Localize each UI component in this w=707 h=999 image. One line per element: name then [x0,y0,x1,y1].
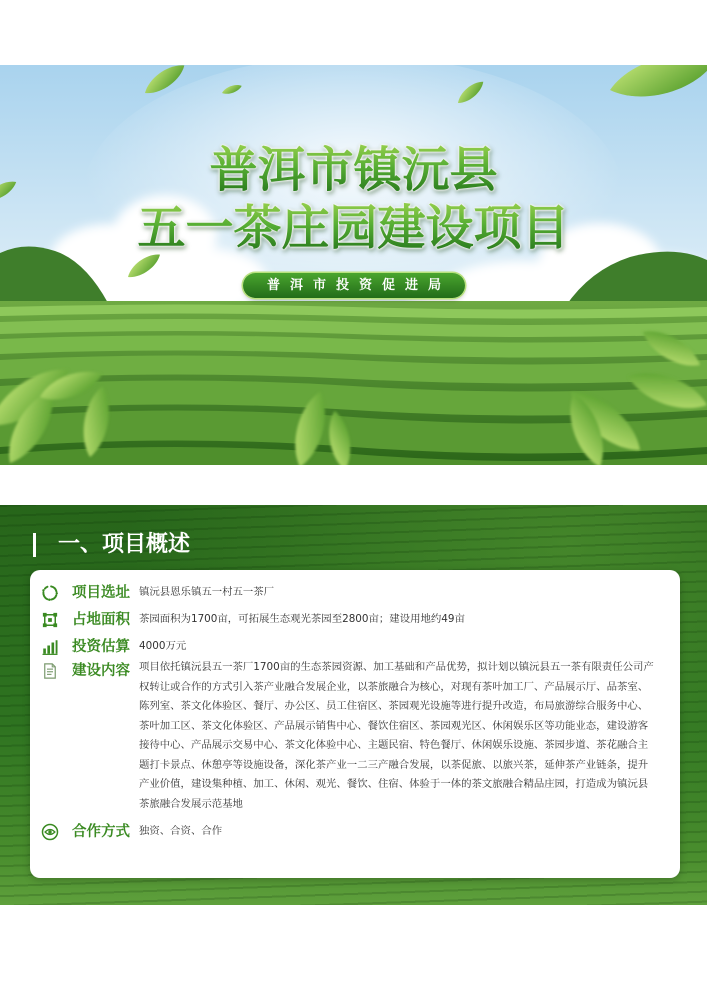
paragraph-line: 接待中心、产品展示交易中心、茶文化体验中心、主题民宿、特色餐厅、休闲娱乐设施、茶园步道、茶花融合主 [139,739,649,752]
title-line-2: 五一茶庄园建设项目 [0,200,707,256]
paragraph-line: 题打卡景点、休憩亭等设施设备，深化茶产业一二三产融合发展，以茶促旅、以旅兴茶，延伸茶产业链条，提升 [139,758,649,771]
cooperation-label: 合作方式 [72,824,130,840]
issuer-badge: 普洱市投资促进局 [243,273,465,298]
investment-label: 投资估算 [72,639,130,655]
location-label: 项目选址 [72,585,130,601]
cycle-icon [41,584,59,602]
document-icon [41,662,59,680]
paragraph-line: 陈列室、茶文化体验区、餐厅、办公区、员工住宿区、茶园观光设施等进行提升改造，布局旅游综合服务中心、 [139,700,649,713]
title-line-1: 普洱市镇沅县 [0,142,707,198]
banner-scenery [0,65,707,465]
paragraph-line: 权转让或合作的方式引入茶产业融合发展企业，以茶旅融合为核心，对现有茶叶加工厂、产品展示厅、品茶室、 [139,680,649,693]
paragraph-line: 茶叶加工区、茶文化体验区、产品展示销售中心、餐饮住宿区、茶园观光区、休闲娱乐区等功能业态，建设游客 [139,719,649,732]
location-value: 镇沅县恩乐镇五一村五一茶厂 [139,586,275,599]
bar-chart-icon [41,638,59,656]
eye-icon [41,823,59,841]
project-overview-section [0,505,707,905]
tea-garden-banner [0,65,707,465]
area-label: 占地面积 [72,612,130,628]
paragraph-line: 项目依托镇沅县五一茶厂1700亩的生态茶园资源、加工基础和产品优势，拟计划以镇沅县五一茶有限责任公司产 [139,661,654,674]
area-value: 茶园面积为1700亩，可拓展生态观光茶园至2800亩；建设用地约49亩 [139,613,465,626]
heading-accent-bar [33,533,36,557]
investment-value: 4000万元 [139,640,187,653]
section-heading: 一、项目概述 [58,532,191,557]
construction-label: 建设内容 [72,663,130,679]
cooperation-value: 独资、合资、合作 [139,825,223,838]
paragraph-line: 茶旅融合发展示范基地 [139,797,243,810]
area-frame-icon [41,611,59,629]
construction-content-text [139,658,669,814]
overview-card [30,570,680,878]
paragraph-line: 产业价值，建设集种植、加工、休闲、观光、餐饮、住宿、体验于一体的茶文旅融合精品庄园，打造成为镇沅县 [139,778,649,791]
